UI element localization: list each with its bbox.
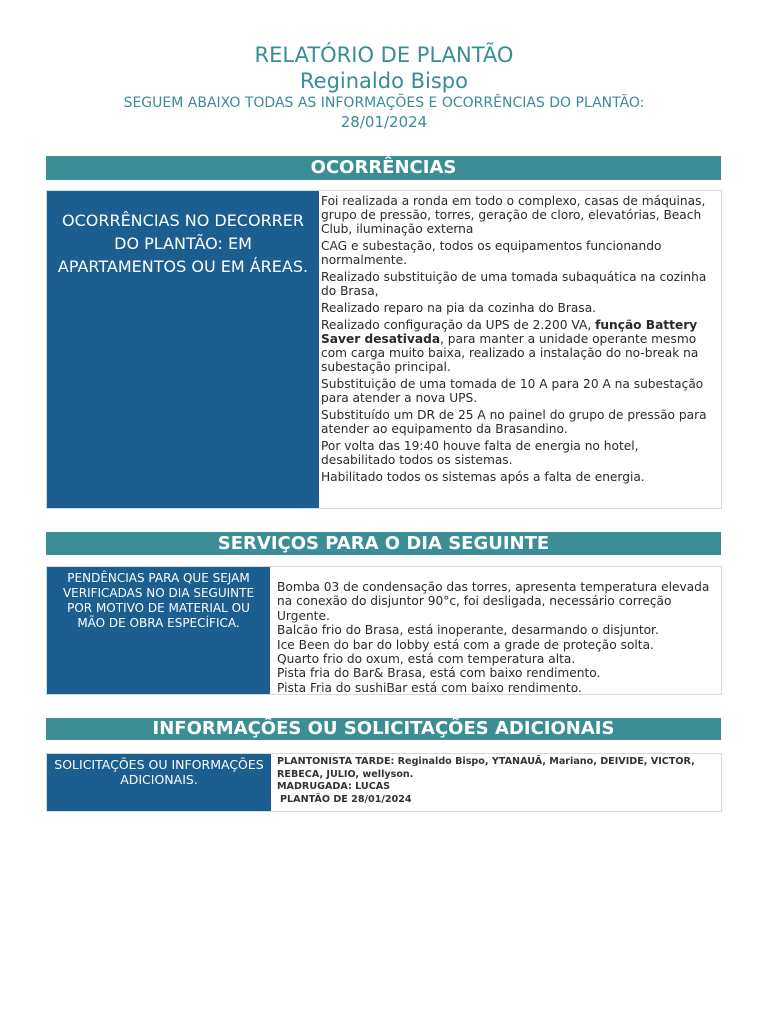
report-author: Reginaldo Bispo [300, 69, 468, 93]
ocorrencia-item: Realizado substituição de uma tomada subaquática na cozinha do Brasa, [321, 270, 707, 298]
ocorrencia-item: Habilitado todos os sistemas após a falta de energia. [321, 470, 645, 484]
madrugada-line: MADRUGADA: LUCAS [277, 781, 391, 792]
servico-item: Balcão frio do Brasa, está inoperante, desarmando o disjuntor. [277, 623, 659, 638]
servico-item: Pista Fria do sushiBar está com baixo rendimento. [277, 680, 582, 695]
ocorrencia-item: Substituição de uma tomada de 10 A para 20 A na subestação para atender a nova UPS. [321, 377, 704, 405]
servicos-label: PENDÊNCIAS PARA QUE SEJAM VERIFICADAS NO DIA SEGUINTE POR MOTIVO DE MATERIAL OU MÃO DE OBRA ESPECÍFICA. [62, 571, 255, 630]
servico-item: Quarto frio do oxum, está com temperatura alta. [277, 652, 576, 667]
ocorrencias-table [46, 190, 722, 509]
ocorrencias-content-cell [321, 191, 721, 508]
report-subtitle: SEGUEM ABAIXO TODAS AS INFORMAÇÕES E OCORRÊNCIAS DO PLANTÃO: [123, 95, 645, 111]
ocorrencias-label-cell [47, 191, 319, 508]
servico-item: Pista fria do Bar& Brasa, está com baixo rendimento. [277, 666, 601, 681]
section-bar-ocorrencias: OCORRÊNCIAS [46, 156, 721, 180]
servicos-content-cell [277, 567, 721, 694]
adicionais-content-cell [277, 754, 721, 811]
adicionais-label: SOLICITAÇÕES OU INFORMAÇÕES ADICIONAIS. [54, 757, 264, 787]
ups-text-pre: Realizado configuração da UPS de 2.200 VA, [321, 318, 596, 332]
section-bar-servicos: SERVIÇOS PARA O DIA SEGUINTE [46, 532, 721, 555]
ocorrencia-item: CAG e subestação, todos os equipamentos funcionando normalmente. [321, 239, 662, 267]
ocorrencias-label: OCORRÊNCIAS NO DECORRER DO PLANTÃO: EM APARTAMENTOS OU EM ÁREAS. [57, 211, 309, 276]
ocorrencia-item: Foi realizada a ronda em todo o complexo, casas de máquinas, grupo de pressão, torres, geração de cloro, elevatórias, Beach Club, iluminação externa [321, 194, 706, 236]
adicionais-label-cell [47, 754, 271, 811]
servico-item: Bomba 03 de condensação das torres, apresenta temperatura elevada na conexão do disjuntor 90°c, foi desligada, necessário correção Urgente. [277, 580, 710, 623]
ups-text-bold: função Battery Saver desativada [321, 318, 698, 346]
ocorrencia-item-ups [321, 318, 715, 374]
ocorrencia-item: Por volta das 19:40 houve falta de energia no hotel, desabilitado todos os sistemas. [321, 439, 639, 467]
ocorrencia-item: Substituído um DR de 25 A no painel do grupo de pressão para atender ao equipamento da Brasandino. [321, 408, 707, 436]
section-bar-adicionais: INFORMAÇÕES OU SOLICITAÇÕES ADICIONAIS [46, 718, 721, 740]
ups-text-post: , para manter a unidade operante mesmo com carga muito baixa, realizado a instalação do no-break na subestação principal. [321, 332, 699, 374]
plantao-date-line: PLANTÃO DE 28/01/2024 [280, 793, 412, 805]
servicos-label-cell [47, 567, 270, 694]
ocorrencia-item: Realizado reparo na pia da cozinha do Brasa. [321, 301, 597, 315]
servicos-table [46, 566, 722, 695]
plantonistas-line: PLANTONISTA TARDE: Reginaldo Bispo, YTANAUÃ, Mariano, DEIVIDE, VICTOR, REBECA, JULIO, wellyson. [277, 756, 695, 780]
servico-item: Ice Been do bar do lobby está com a grade de proteção solta. [277, 637, 654, 652]
report-title: RELATÓRIO DE PLANTÃO [254, 43, 514, 67]
adicionais-table [46, 753, 722, 812]
report-date: 28/01/2024 [340, 113, 428, 131]
